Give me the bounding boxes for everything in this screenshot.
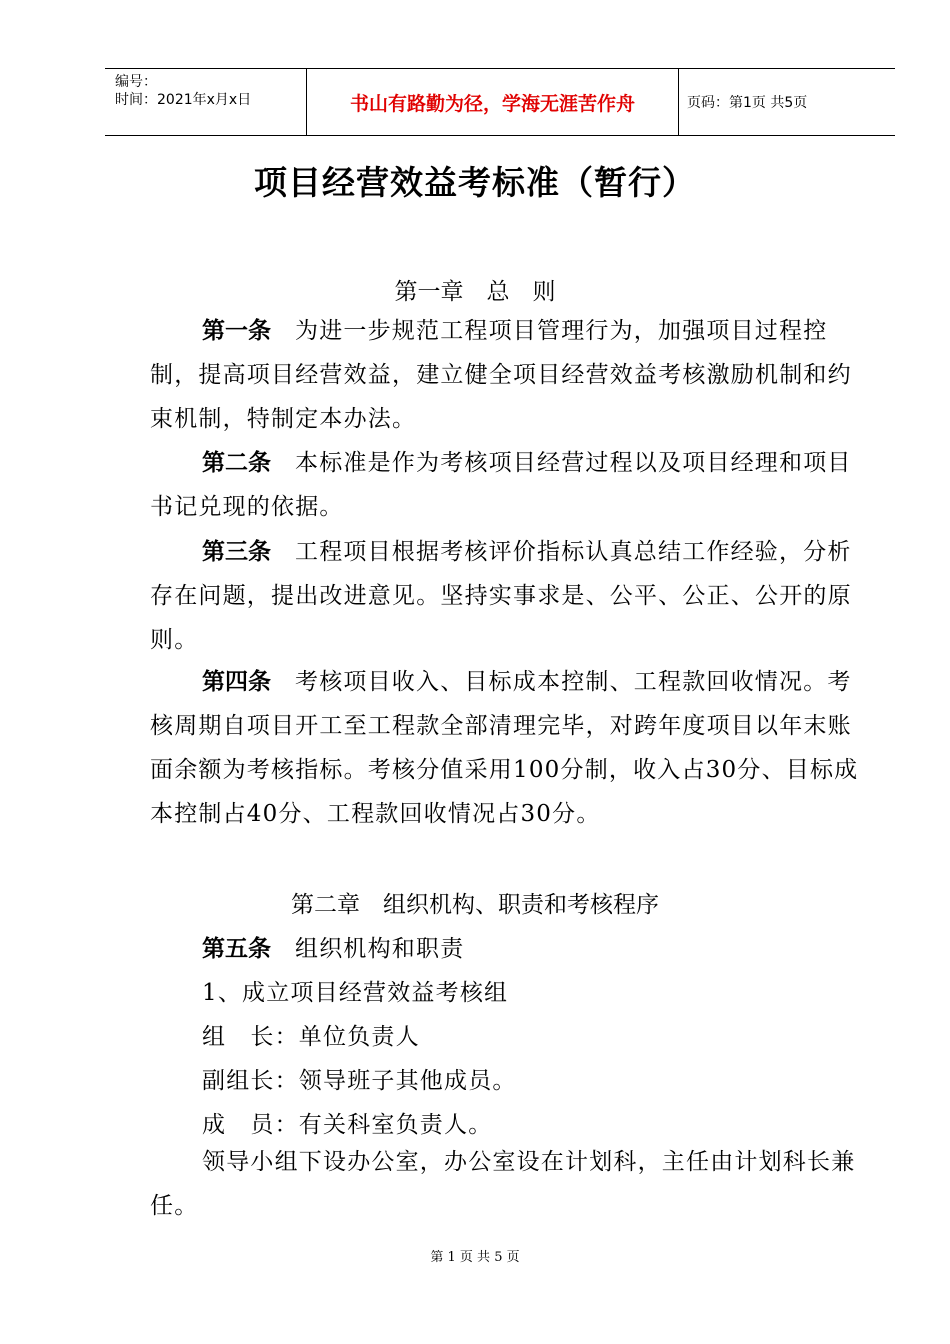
article-2-text: 本标准是作为考核项目经营过程以及项目经理和项目书记兑现的依据。 <box>150 450 852 520</box>
chapter2-heading: 第二章 组织机构、职责和考核程序 <box>291 892 659 918</box>
leader-line: 组 长：单位负责人 <box>202 1024 420 1050</box>
vice-leader-line: 副组长：领导班子其他成员。 <box>202 1068 517 1094</box>
header-time-label: 时间：2021年x月x日 <box>115 92 252 108</box>
article-5 <box>202 930 464 963</box>
member-line: 成 员：有关科室负责人。 <box>202 1112 493 1138</box>
chapter1-heading: 第一章 总 则 <box>394 279 556 305</box>
document-title: 项目经营效益考标准（暂行） <box>254 163 696 202</box>
header-slogan: 书山有路勤为径，学海无涯苦作舟 <box>307 69 679 135</box>
article-2 <box>150 441 870 529</box>
article-3-lead: 第三条 <box>202 539 271 565</box>
header-number-label: 编号： <box>115 74 157 90</box>
article-4-text: 考核项目收入、目标成本控制、工程款回收情况。考核周期自项目开工至工程款全部清理完毕，对跨年度项目以年末账面余额为考核指标。考核分值采用100分制，收入占30分、目标成本控制占40分、工程款回收情况占30分。 <box>150 669 859 827</box>
article-5-lead: 第五条 <box>202 936 271 962</box>
article-4-lead: 第四条 <box>202 669 271 695</box>
office-paragraph: 领导小组下设办公室，办公室设在计划科，主任由计划科长兼任。 <box>150 1149 856 1219</box>
document-header <box>105 68 895 136</box>
article-1-text: 为进一步规范工程项目管理行为，加强项目过程控制，提高项目经营效益，建立健全项目经营效益考核激励机制和约束机制，特制定本办法。 <box>150 318 852 432</box>
page-footer: 第 1 页 共 5 页 <box>430 1250 520 1265</box>
article-1-lead: 第一条 <box>202 318 271 344</box>
header-meta-cell <box>105 69 307 135</box>
article-2-lead: 第二条 <box>202 450 271 476</box>
item-1: 1、成立项目经营效益考核组 <box>202 980 509 1006</box>
article-3-text: 工程项目根据考核评价指标认真总结工作经验，分析存在问题，提出改进意见。坚持实事求是、公平、公正、公开的原则。 <box>150 539 852 653</box>
article-3 <box>150 530 870 662</box>
article-4 <box>150 660 870 836</box>
header-page-info: 页码：第1页 共5页 <box>687 95 808 111</box>
article-5-text: 组织机构和职责 <box>295 936 465 962</box>
article-1 <box>150 309 870 441</box>
